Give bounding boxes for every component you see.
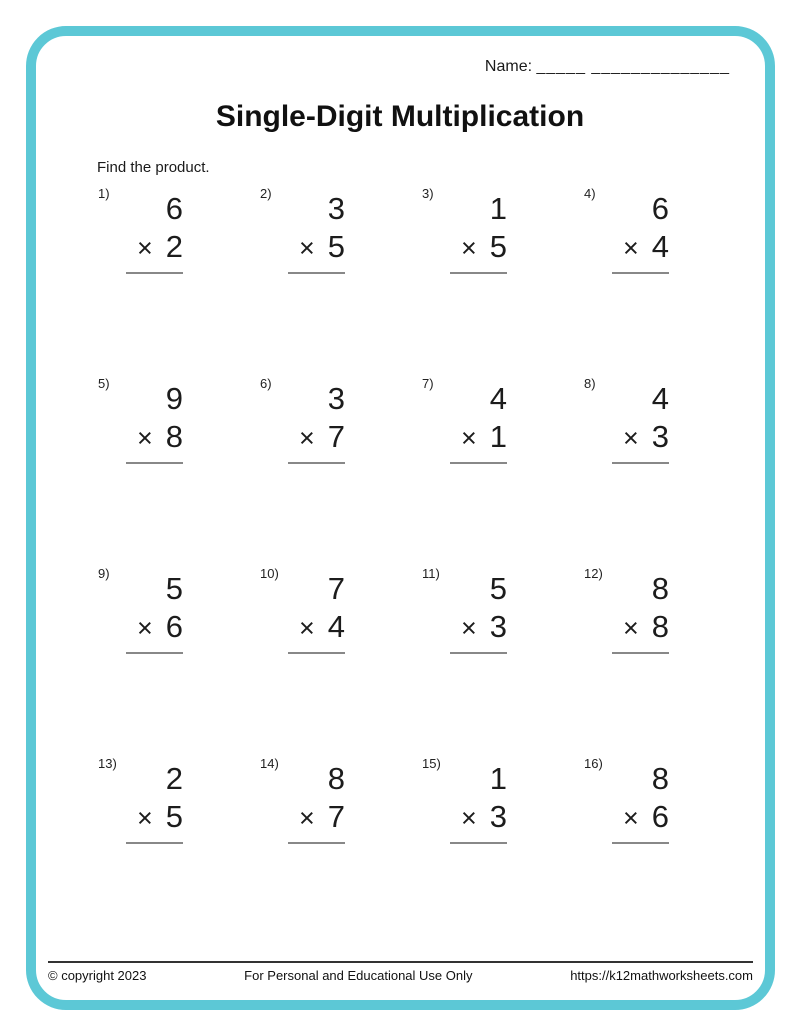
answer-line [450, 462, 507, 464]
multiply-sign: × [460, 803, 477, 833]
problem-number: 12) [584, 566, 603, 581]
multiply-sign: × [136, 803, 153, 833]
name-blank-line: _____ ______________ [536, 58, 730, 75]
problem-body [288, 380, 345, 464]
multiplicand: 1 [489, 761, 507, 796]
answer-line [126, 842, 183, 844]
multiply-sign: × [298, 803, 315, 833]
multiplicand: 6 [651, 191, 669, 226]
problem-number: 11) [422, 566, 440, 581]
multiplication-row [288, 228, 345, 267]
multiply-sign: × [136, 613, 153, 643]
multiplier: 2 [165, 229, 183, 264]
multiplication-row [450, 608, 507, 647]
answer-line [288, 652, 345, 654]
problem [260, 376, 422, 566]
multiplication-row [450, 418, 507, 457]
name-row [485, 58, 730, 76]
problem-body [126, 570, 183, 654]
multiplicand: 8 [651, 761, 669, 796]
multiplier: 1 [489, 419, 507, 454]
problem-number: 2) [260, 186, 272, 201]
multiplicand: 4 [651, 381, 669, 416]
problem-body [612, 190, 669, 274]
footer-divider [48, 961, 753, 963]
problem [422, 376, 584, 566]
problem-number: 10) [260, 566, 279, 581]
problem-body [450, 190, 507, 274]
multiplication-row [126, 418, 183, 457]
multiplicand: 7 [327, 571, 345, 606]
multiply-sign: × [460, 233, 477, 263]
problem [422, 186, 584, 376]
multiplier: 3 [489, 609, 507, 644]
multiplier: 4 [651, 229, 669, 264]
answer-line [612, 652, 669, 654]
answer-line [450, 272, 507, 274]
answer-line [288, 272, 345, 274]
problem-number: 6) [260, 376, 272, 391]
multiplication-row [288, 798, 345, 837]
problem-number: 15) [422, 756, 441, 771]
problem [260, 566, 422, 756]
problem-body [126, 190, 183, 274]
problem-number: 3) [422, 186, 434, 201]
footer [48, 961, 753, 983]
multiplicand: 6 [165, 191, 183, 226]
problem [584, 186, 746, 376]
problem [584, 376, 746, 566]
multiply-sign: × [622, 803, 639, 833]
multiplication-row [126, 798, 183, 837]
multiplicand: 4 [489, 381, 507, 416]
problem-body [288, 190, 345, 274]
problem-number: 9) [98, 566, 110, 581]
multiply-sign: × [298, 233, 315, 263]
problem [422, 566, 584, 756]
problem [98, 756, 260, 946]
problem-body [612, 380, 669, 464]
answer-line [612, 272, 669, 274]
answer-line [288, 462, 345, 464]
problems-grid [98, 186, 746, 946]
problem-number: 8) [584, 376, 596, 391]
multiply-sign: × [460, 423, 477, 453]
multiplicand: 8 [651, 571, 669, 606]
multiplier: 5 [165, 799, 183, 834]
multiplication-row [288, 608, 345, 647]
problem-body [612, 570, 669, 654]
multiplier: 3 [651, 419, 669, 454]
multiply-sign: × [622, 423, 639, 453]
answer-line [450, 842, 507, 844]
multiply-sign: × [460, 613, 477, 643]
multiplier: 6 [651, 799, 669, 834]
multiply-sign: × [136, 423, 153, 453]
multiplication-row [450, 228, 507, 267]
problem-body [450, 380, 507, 464]
problem [98, 186, 260, 376]
multiplicand: 9 [165, 381, 183, 416]
answer-line [126, 272, 183, 274]
problem-body [126, 760, 183, 844]
multiplicand: 8 [327, 761, 345, 796]
problem-body [450, 570, 507, 654]
multiplier: 7 [327, 799, 345, 834]
multiplicand: 1 [489, 191, 507, 226]
multiplier: 8 [651, 609, 669, 644]
answer-line [288, 842, 345, 844]
multiplicand: 5 [165, 571, 183, 606]
problem-body [288, 570, 345, 654]
problem-number: 14) [260, 756, 279, 771]
problem-number: 7) [422, 376, 434, 391]
problem [584, 566, 746, 756]
multiplier: 5 [327, 229, 345, 264]
multiply-sign: × [136, 233, 153, 263]
problem-number: 1) [98, 186, 110, 201]
problem-number: 13) [98, 756, 117, 771]
multiplicand: 2 [165, 761, 183, 796]
multiply-sign: × [298, 423, 315, 453]
multiplication-row [126, 228, 183, 267]
answer-line [612, 842, 669, 844]
problem [422, 756, 584, 946]
answer-line [612, 462, 669, 464]
multiplication-row [126, 608, 183, 647]
problem-number: 4) [584, 186, 596, 201]
multiplier: 7 [327, 419, 345, 454]
problem [98, 566, 260, 756]
multiply-sign: × [298, 613, 315, 643]
page-title: Single-Digit Multiplication [215, 100, 585, 133]
answer-line [126, 462, 183, 464]
multiplication-row [612, 228, 669, 267]
multiplicand: 5 [489, 571, 507, 606]
multiplication-row [612, 798, 669, 837]
problem [260, 756, 422, 946]
problem-body [612, 760, 669, 844]
problem-body [126, 380, 183, 464]
multiplier: 6 [165, 609, 183, 644]
multiplication-row [288, 418, 345, 457]
multiplication-row [450, 798, 507, 837]
problem [98, 376, 260, 566]
footer-copyright: © copyright 2023 [48, 968, 147, 983]
multiplier: 5 [489, 229, 507, 264]
problem [584, 756, 746, 946]
footer-usage-note: For Personal and Educational Use Only [244, 968, 473, 983]
multiplication-row [612, 608, 669, 647]
multiply-sign: × [622, 233, 639, 263]
multiplication-row [612, 418, 669, 457]
answer-line [450, 652, 507, 654]
multiplicand: 3 [327, 191, 345, 226]
problem-number: 5) [98, 376, 110, 391]
multiplier: 8 [165, 419, 183, 454]
multiplier: 3 [489, 799, 507, 834]
problem-body [450, 760, 507, 844]
instruction-text: Find the product. [97, 159, 210, 176]
problem [260, 186, 422, 376]
problem-body [288, 760, 345, 844]
problem-number: 16) [584, 756, 603, 771]
name-label: Name: [484, 58, 533, 75]
answer-line [126, 652, 183, 654]
multiply-sign: × [622, 613, 639, 643]
multiplier: 4 [327, 609, 345, 644]
multiplicand: 3 [327, 381, 345, 416]
footer-url: https://k12mathworksheets.com [570, 968, 753, 983]
